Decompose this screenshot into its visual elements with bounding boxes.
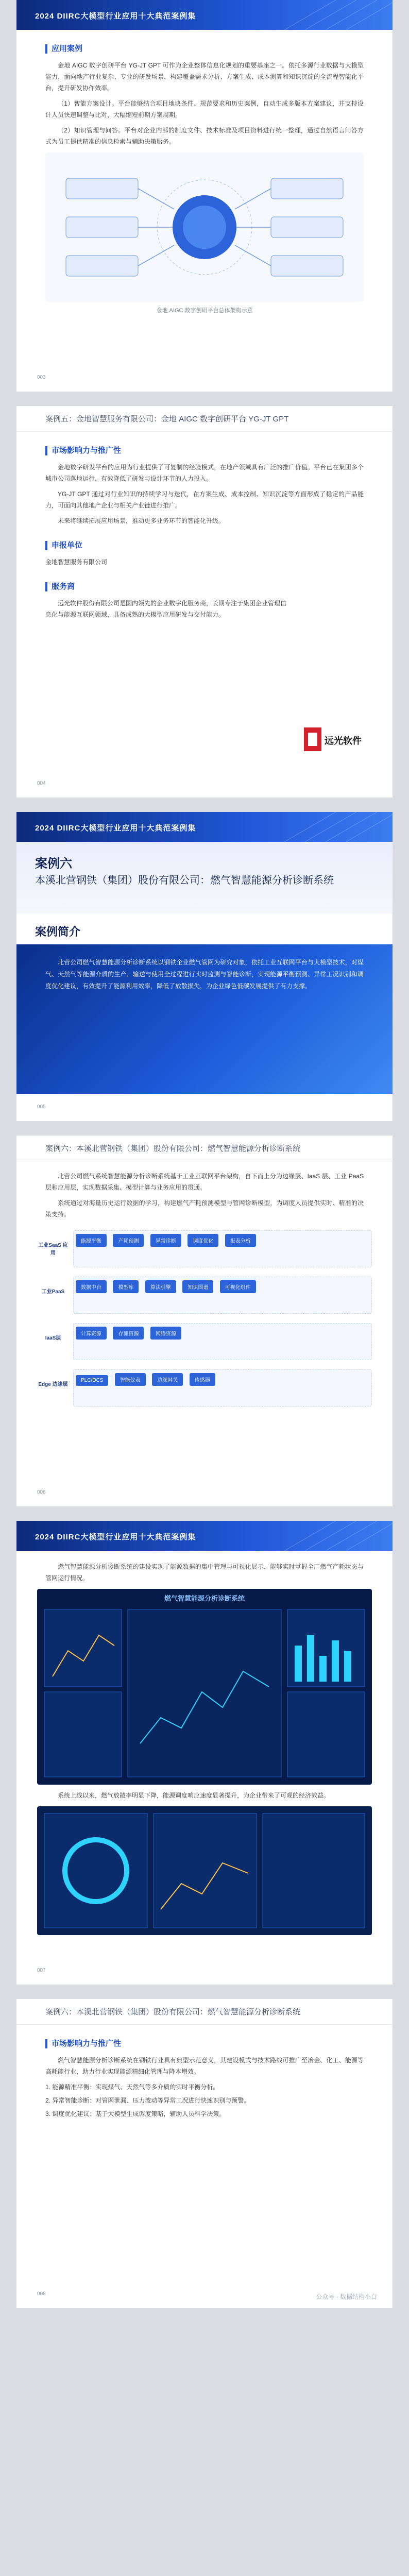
page-header: [16, 1521, 393, 1551]
paragraph: 燃气智慧能源分析诊断系统在钢铁行业具有典型示范意义，其建设模式与技术路线可推广至冶金、化工、能源等高耗能行业，助力行业实现能源精细化管理与降本增效。: [45, 2057, 364, 2075]
header-title: 2024 DIIRC大模型行业应用十大典范案例集: [35, 1533, 196, 1541]
page-number: 004: [37, 781, 46, 786]
list-item: 2. 异常智能诊断：对管网泄漏、压力波动等异常工况进行快速识别与预警。: [45, 2097, 250, 2104]
section-title: 市场影响力与推广性: [45, 2039, 364, 2048]
module-chip: 异常诊断: [150, 1234, 181, 1247]
module-chip: 可视化组件: [220, 1280, 256, 1293]
watermark: 公众号 · 数据结构小白: [316, 2293, 377, 2300]
module-chip: 算法引擎: [145, 1280, 176, 1293]
module-chip: PLC/DCS: [76, 1375, 108, 1386]
module-chip: 网络资源: [150, 1327, 181, 1340]
module-chip: 智能仪表: [115, 1373, 146, 1386]
layer-saas: [73, 1230, 372, 1267]
intro-title: 案例简介: [35, 925, 81, 938]
document-page-2: [16, 406, 393, 798]
document-page-4: [16, 1136, 393, 1506]
page-number: 003: [37, 375, 46, 380]
layer-label: IaaS层: [45, 1335, 61, 1341]
page-number: 007: [37, 1968, 46, 1973]
paragraph: 金地 AIGC 数字创研平台 YG-JT GPT 可作为企业整体信息化规划的重要基座之一。依托多源行业数据与大模型能力，面向地产行业复杂、专业的研发场景，构建覆盖需求分析、方案生成、成本测算和知识沉淀的全流程智能化平台，提升研发协作效率。: [45, 62, 364, 92]
dashboard-panels-icon: [37, 1589, 372, 1785]
document-page-1: [16, 0, 393, 392]
dashboard-panels-icon: [37, 1806, 372, 1935]
case-subtitle: 本溪北营钢铁（集团）股份有限公司：燃气智慧能源分析诊断系统: [35, 875, 334, 886]
document-page-6: [16, 1999, 393, 2308]
layer-label: 工业SaaS 应用: [38, 1243, 68, 1256]
vendor-logo: [302, 720, 364, 767]
paragraph: 燃气智慧能源分析诊断系统的建设实现了能源数据的集中管理与可视化展示，能够实时掌握全厂燃气产耗状态与管网运行情况。: [45, 1563, 364, 1582]
list-item: 3. 调度优化建议：基于大模型生成调度策略，辅助人员科学决策。: [45, 2110, 226, 2117]
case-banner: [16, 842, 393, 914]
dashboard-screenshot-2: [37, 1806, 372, 1935]
module-chip: 能源平衡: [76, 1234, 107, 1247]
section-title: 服务商: [45, 582, 364, 591]
section-title: 应用案例: [45, 44, 364, 54]
paragraph: 金地数字研发平台的应用为行业提供了可复制的经验模式，在地产领域具有广泛的推广价值。平台已在集团多个城市公司落地运行，有效降低了研发与设计环节的人力投入。: [45, 464, 364, 482]
layer-paas: [73, 1277, 372, 1314]
architecture-diagram: [37, 1225, 372, 1411]
module-chip: 模型库: [113, 1280, 139, 1293]
page-header: [16, 812, 393, 842]
paragraph: 系统上线以来，燃气放散率明显下降，能源调度响应速度显著提升，为企业带来了可观的经济效益。: [58, 1792, 330, 1799]
paragraph: 远光软件股份有限公司是国内领先的企业数字化服务商，长期专注于集团企业管理信息化与能源互联网领域，具备成熟的大模型应用研发与交付能力。: [45, 600, 287, 618]
page-number: 005: [37, 1104, 46, 1110]
dashboard-screenshot: [37, 1589, 372, 1785]
document-page-5: [16, 1521, 393, 1985]
intro-panel: [16, 944, 393, 1094]
layer-edge: [73, 1369, 372, 1406]
case-header: 案例六：本溪北营钢铁（集团）股份有限公司：燃气智慧能源分析诊断系统: [16, 1136, 393, 1161]
paragraph: YG-JT GPT 通过对行业知识的持续学习与迭代，在方案生成、成本控制、知识沉淀等方面形成了稳定的产品能力，可面向其他地产企业与相关产业链进行推广。: [45, 490, 364, 509]
module-chip: 计算资源: [76, 1327, 107, 1340]
paragraph: 系统通过对海量历史运行数据的学习，构建燃气产耗预测模型与管网诊断模型，为调度人员提供实时、精准的决策支持。: [45, 1199, 364, 1218]
paragraph: （2）知识管理与问答。平台对企业内部的制度文件、技术标准及项目资料进行统一整理，通过自然语言问答方式为员工提供精准的信息检索与辅助决策服务。: [45, 127, 364, 145]
module-chip: 知识图谱: [182, 1280, 213, 1293]
layer-iaas: [73, 1323, 372, 1360]
page-number: 008: [37, 2291, 46, 2297]
architecture-diagram: [45, 152, 364, 302]
case-number: 案例六: [35, 857, 72, 871]
paragraph: 金地智慧服务有限公司: [45, 558, 108, 566]
platform-diagram-icon: [45, 152, 364, 302]
page-number: 006: [37, 1489, 46, 1495]
module-chip: 调度优化: [188, 1234, 218, 1247]
paragraph: 未来将继续拓展应用场景，推动更多业务环节的智能化升级。: [58, 517, 225, 524]
logo-text: 远光软件: [325, 736, 362, 746]
header-title: 2024 DIIRC大模型行业应用十大典范案例集: [35, 824, 196, 833]
case-header: 案例六：本溪北营钢铁（集团）股份有限公司：燃气智慧能源分析诊断系统: [16, 1999, 393, 2025]
module-chip: 报表分析: [225, 1234, 256, 1247]
paragraph: （1）智能方案设计。平台能够结合项目地块条件、规范要求和历史案例，自动生成多版本方案建议，并支持设计人员快速调整与比对，大幅缩短前期方案周期。: [45, 100, 364, 118]
paragraph: 北营公司燃气系统智慧能源分析诊断系统基于工业互联网平台架构，自下而上分为边缘层、IaaS 层、工业 PaaS 层和应用层，实现数据采集、模型计算与业务应用的贯通。: [45, 1173, 364, 1191]
header-decoration-icon: [274, 812, 393, 842]
module-chip: 产耗预测: [113, 1234, 144, 1247]
section-title: 市场影响力与推广性: [45, 446, 364, 455]
diagram-caption: 金地 AIGC 数字创研平台总体架构示意: [156, 308, 253, 314]
case-header: 案例五：金地智慧服务有限公司：金地 AIGC 数字创研平台 YG-JT GPT: [16, 406, 393, 432]
page-header: [16, 0, 393, 30]
layer-label: Edge 边缘层: [38, 1382, 68, 1387]
header-decoration-icon: [274, 1521, 393, 1551]
layer-label: 工业PaaS: [41, 1289, 65, 1295]
module-chip: 传感器: [190, 1373, 215, 1386]
dashboard-title: 燃气智慧能源分析诊断系统: [164, 1595, 245, 1602]
module-chip: 边缘网关: [152, 1373, 183, 1386]
module-chip: 数据中台: [76, 1280, 107, 1293]
intro-paragraph: 北营公司燃气智慧能源分析诊断系统以钢铁企业燃气管网为研究对象，依托工业互联网平台与大模型技术，对煤气、天然气等能源介质的生产、输送与使用全过程进行实时监测与智能诊断，实现能源平衡预测、异常工况识别和调度优化建议，有效提升了能源利用效率，降低了放散损失，为企业绿色低碳发展提供了有力支撑。: [45, 959, 364, 990]
document-page-3: [16, 812, 393, 1121]
header-title: 2024 DIIRC大模型行业应用十大典范案例集: [35, 12, 196, 21]
module-chip: 存储资源: [113, 1327, 144, 1340]
section-title: 申报单位: [45, 541, 364, 550]
header-decoration-icon: [274, 0, 393, 30]
list-item: 1. 能源精准平衡：实现煤气、天然气等多介质的实时平衡分析。: [45, 2083, 219, 2091]
